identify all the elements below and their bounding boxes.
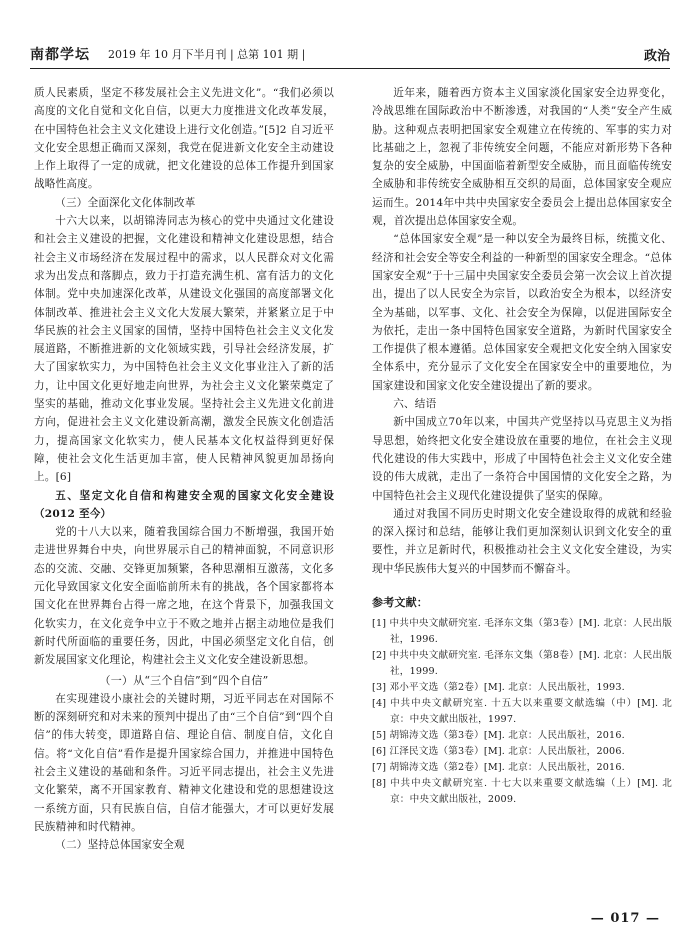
section-heading: 五、坚定文化自信和构建安全观的国家文化安全建设（2012 至今）: [34, 489, 334, 520]
reference-item: [6] 江泽民文选（第3卷）[M]. 北京：人民出版社，2006.: [372, 746, 625, 758]
subsection-heading: （二）坚持总体国家安全观: [55, 839, 185, 852]
right-column: [372, 84, 672, 808]
section-heading: 六、结语: [393, 398, 437, 411]
paragraph: 新中国成立70年以来，中国共产党坚持以马克思主义为指导思想，始终把文化安全建设放在重要的地位，在社会主义现代化建设的伟大实践中，形成了中国特色社会主义文化安全建设的伟大成就，走出了一条符合中国国情的文化安全之路，为中国特色社会主义现代化建设提供了坚实的保障。: [372, 416, 672, 502]
paragraph: 十六大以来，以胡锦涛同志为核心的党中央通过文化建设和社会主义建设的把握，文化建设和精神文化建设思想，结合社会主义市场经济在发展过程中的需求，以人民群众对文化需求为出发点和落脚点，致力于打造充满生机、富有活力的文化体制。党中央加速深化改革，从建设文化强国的高度部署文化体制改革、推进社会主义文化大发展大繁荣，并紧紧立足于中华民族的社会主义国家的国情，坚持中国特色社会主义文化发展道路，不断推进新的文化领域实践，引导社会经济发展，扩大了国家软实力，为中国特色社会主义文化事业注入了新的活力，让中国文化更好地走向世界，为社会主义文化繁荣奠定了坚实的基础，推动文化事业发展。坚持社会主义先进文化前进方向，促进社会主义文化建设新高潮，激发全民族文化创造活力，提高国家文化软实力，使人民基本文化权益得到更好保障，使社会文化生活更加丰富，使人民精神风貌更加昂扬向上。[6]: [34, 215, 334, 484]
reference-item: [2] 中共中央文献研究室. 毛泽东文集（第8卷）[M]. 北京：人民出版社，1999.: [372, 650, 672, 678]
reference-item: [7] 胡锦涛文选（第2卷）[M]. 北京：人民出版社，2016.: [372, 762, 625, 774]
paragraph: 在实现建设小康社会的关键时期，习近平同志在对国际不断的深刻研究和对未来的预判中提出了由“三个自信”到“四个自信”的伟大转变，即道路自信、理论自信、制度自信，文化自信。将“文化自信”看作是提升国家综合国力，并推进中国特色社会主义建设的基础和条件。习近平同志提出，社会主义先进文化繁荣，离不开国家教育、精神文化建设和党的思想建设这一系统方面，只有民族自信，自信才能强大，才可以更好发展民族精神和时代精神。: [34, 692, 334, 833]
running-header: [30, 40, 670, 69]
paragraph: 质人民素质，坚定不移发展社会主义先进文化”。“我们必须以高度的文化自觉和文化自信，以更大力度推进文化改革发展，在中国特色社会主义文化建设上进行文化创造。”[5]2 自习近平文化安全思想正确而又深刻，我党在促进新文化安全主动建设上作上取得了一定的成就，把文化建设的总体工作提升到国家战略性高度。: [34, 87, 334, 191]
journal-name: 南都学坛: [30, 47, 90, 63]
subsection-heading: （三）全面深化文化体制改革: [55, 196, 196, 209]
paragraph: 党的十八大以来，随着我国综合国力不断增强，我国开始走进世界舞台中央，向世界展示自己的精神面貌，不同意识形态的交流、交融、交锋更加频繁，各种思潮相互激荡，文化多元化导致国家文化安全面临前所未有的挑战，各个国家都将本国文化在世界舞台占得一席之地，在这个背景下，加强我国文化软实力，在文化竞争中立于不败之地并占据主动地位是我们新时代所面临的重要任务，因此，中国必须坚定文化自信，创新发展国家文化理论，构建社会主义文化安全建设新思想。: [34, 526, 334, 667]
paragraph: 通过对我国不同历史时期文化安全建设取得的成就和经验的深入探讨和总结，能够让我们更加深刻认识到文化安全的重要性，并立足新时代，积极推动社会主义文化安全建设，为实现中华民族伟大复兴的中国梦而不懈奋斗。: [372, 507, 672, 575]
left-column: [34, 84, 334, 854]
page-number: — 017 —: [590, 911, 660, 926]
reference-item: [8] 中共中央文献研究室. 十七大以来重要文献选编（上）[M]. 北京：中央文献出版社，2009.: [372, 778, 672, 806]
subsection-heading: （一）从“三个自信”到“四个自信”: [99, 673, 269, 687]
section-label: 政治: [643, 49, 670, 64]
reference-item: [4] 中共中央文献研究室. 十五大以来重要文献选编（中）[M]. 北京：中央文献出版社，1997.: [372, 698, 672, 726]
paragraph: “总体国家安全观”是一种以安全为最终目标，统揽文化、经济和社会安全等安全利益的一种新型的国家安全理念。“总体国家安全观”于十三届中央国家安全委员会第一次会议上首次提出，提出了以人民安全为宗旨，以政治安全为根本，以经济安全为基础，以军事、文化、社会安全为保障，以促进国际安全为依托，走出一条中国特色国家安全道路，为新时代国家安全工作提供了根本遵循。总体国家安全观把文化安全纳入国家安全体系中，充分显示了文化安全在国家安全中的重要地位，为国家建设和国家文化安全建设提出了新的要求。: [372, 233, 672, 392]
issue-info: 2019 年 10 月下半月刊 | 总第 101 期 |: [108, 48, 306, 61]
references-title: 参考文献：: [372, 596, 428, 610]
reference-item: [1] 中共中央文献研究室. 毛泽东文集（第3卷）[M]. 北京：人民出版社，1996.: [372, 618, 672, 646]
reference-item: [5] 胡锦涛文选（第3卷）[M]. 北京：人民出版社，2016.: [372, 730, 625, 742]
reference-item: [3] 邓小平文选（第2卷）[M]. 北京：人民出版社，1993.: [372, 682, 625, 694]
paragraph: 近年来，随着西方资本主义国家淡化国家安全边界变化，冷战思维在国际政治中不断渗透，对我国的“人类”安全产生威胁。这种观点表明把国家安全观建立在传统的、军事的实力对比基础之上，忽视了非传统安全问题，不能应对新形势下各种复杂的安全威胁，中国面临着新型安全威胁，而且面临传统安全威胁和非传统安全威胁相互交织的局面，总体国家安全观应运而生。2014年中共中央国家安全委员会上提出总体国家安全观，首次提出总体国家安全观。: [372, 87, 672, 228]
